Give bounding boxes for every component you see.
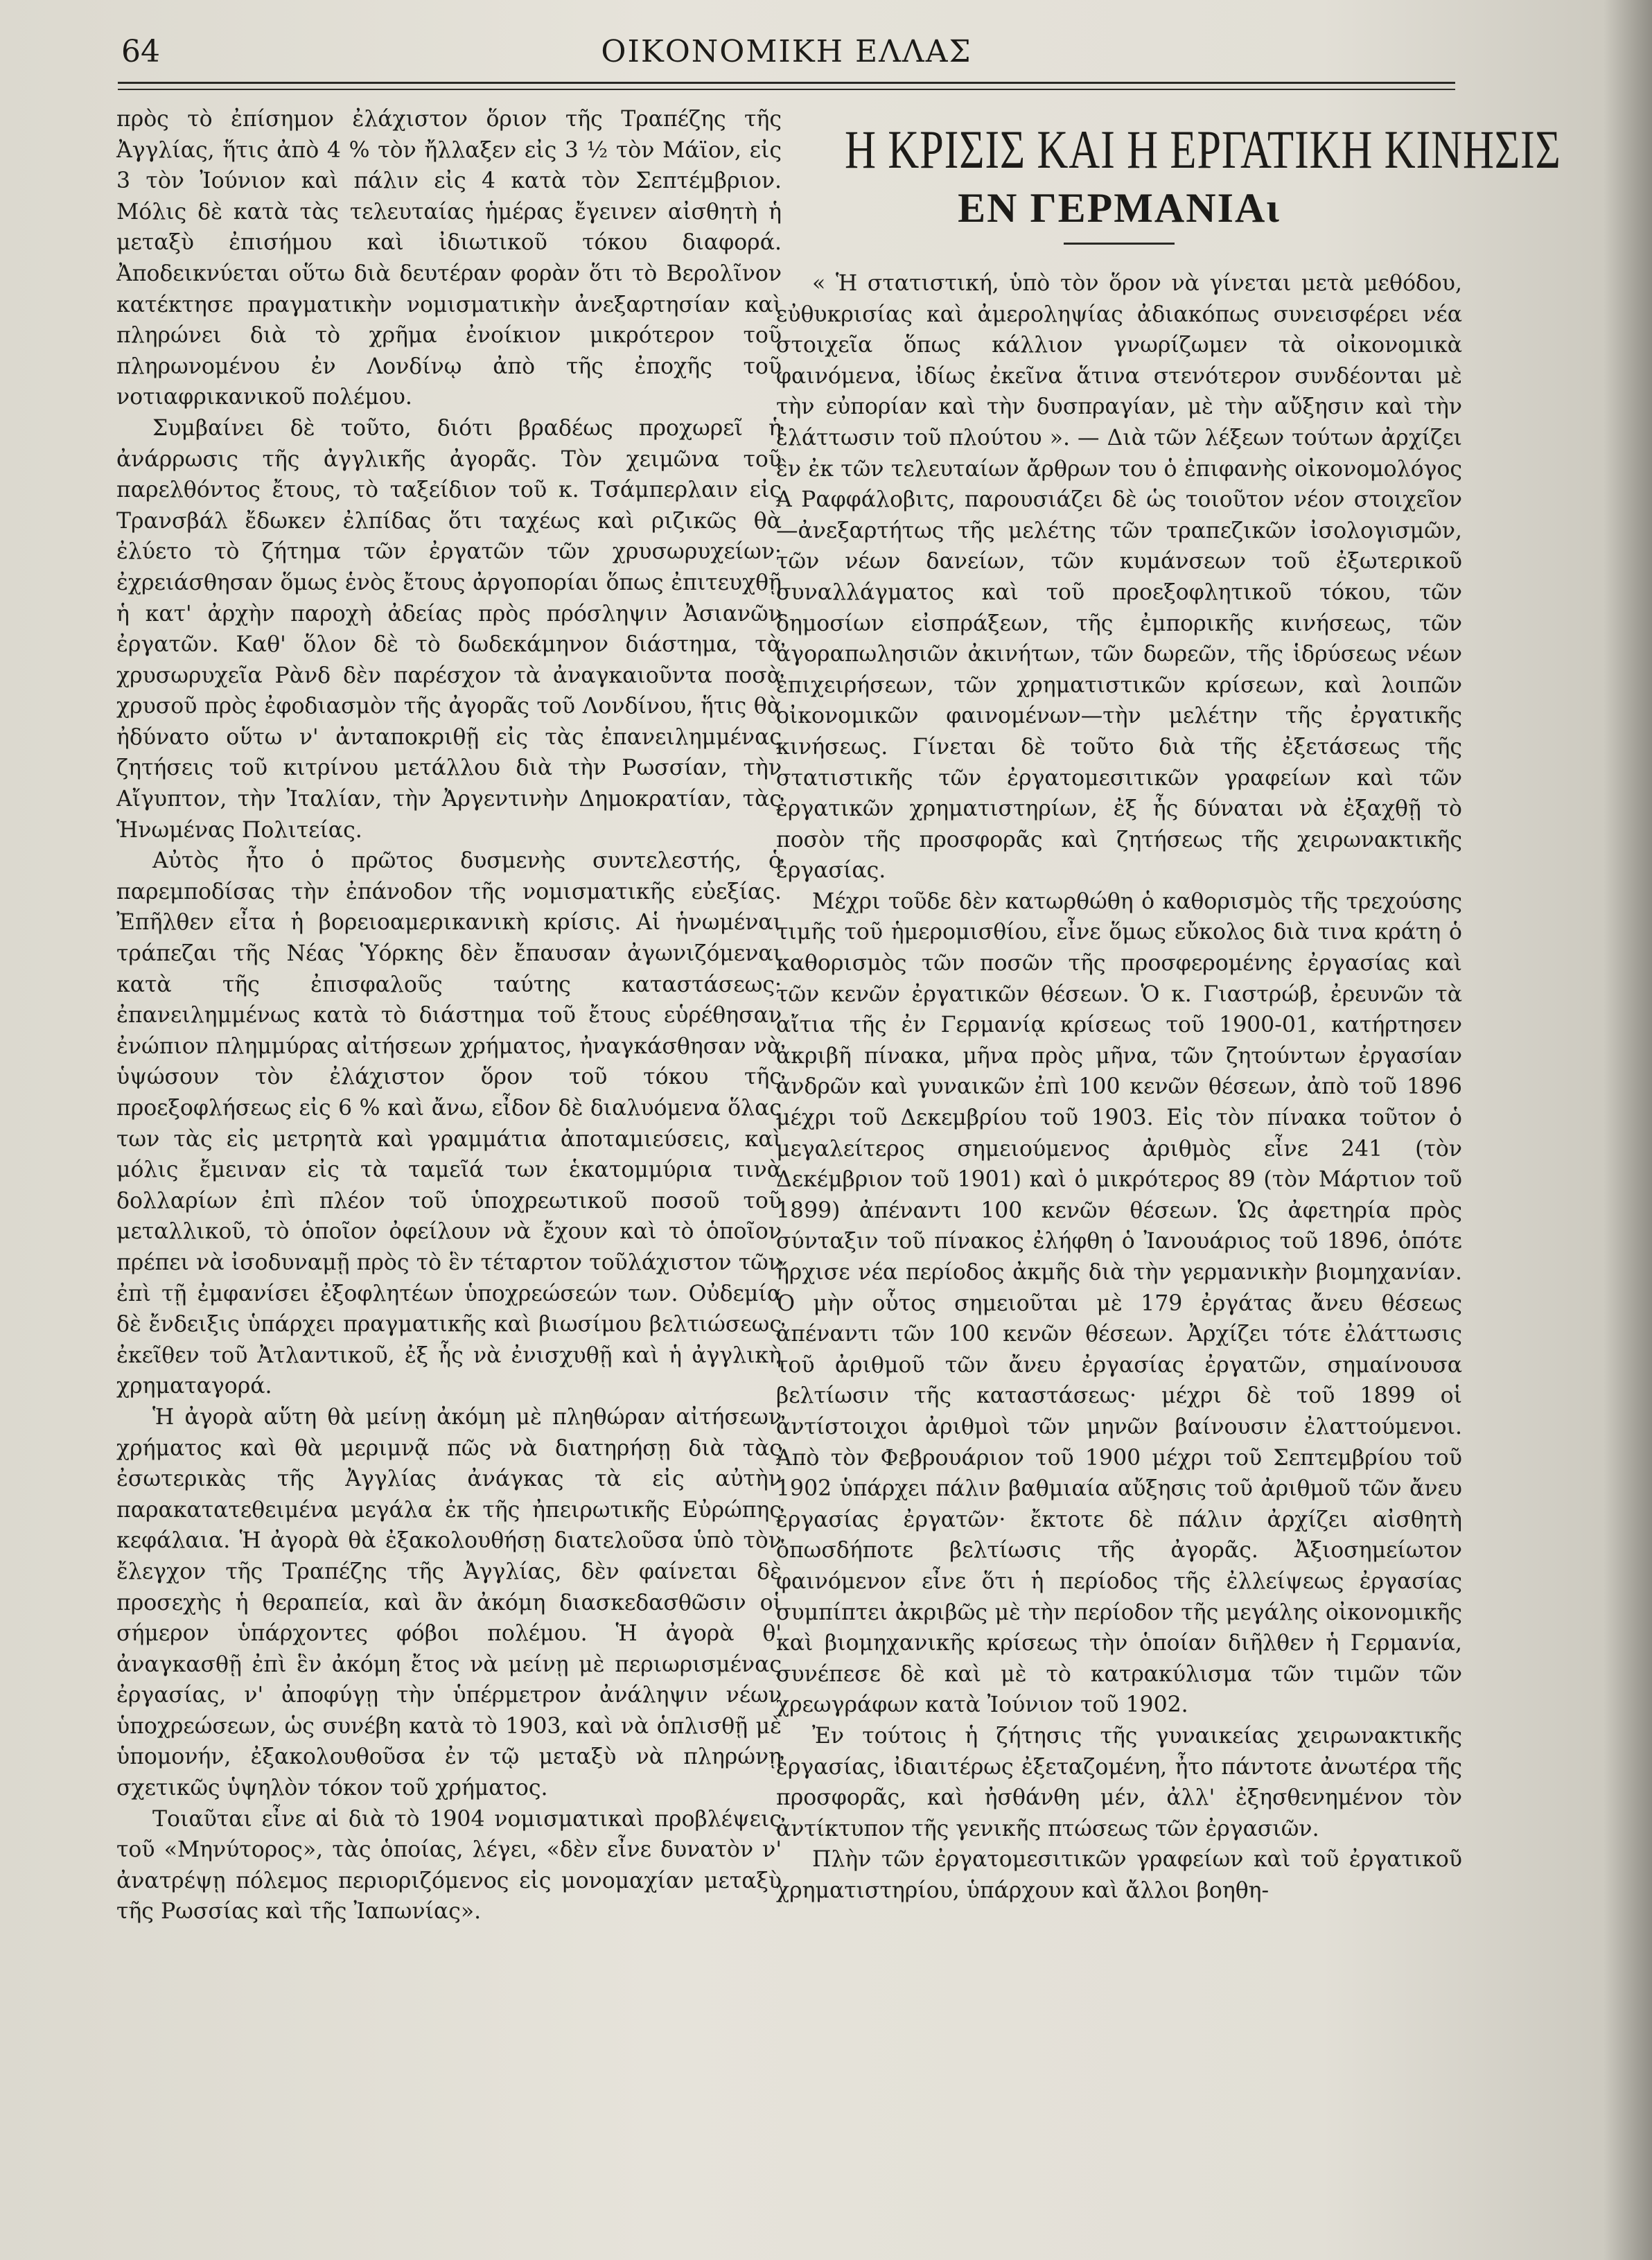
page-header — [118, 28, 1455, 76]
paragraph: Συμβαίνει δὲ τοῦτο, διότι βραδέως προχωρεῖ ἡ ἀνάρρωσις τῆς ἀγγλικῆς ἀγορᾶς. Τὸν χειμῶνα τοῦ παρελθόντος ἔτους, τὸ ταξείδιον τοῦ κ. Τσάμπερλαιν εἰς Τρανσβάλ ἔδωκεν ἐλπίδας ὅτι ταχέως καὶ ριζικῶς θὰ ἐλύετο τὸ ζήτημα τῶν ἐργατῶν τῶν χρυσωρυχείων· ἐχρειάσθησαν ὅμως ἑνὸς ἔτους ἀργοπορίαι ὅπως ἐπιτευχθῇ ἡ κατ' ἀρχὴν παροχὴ ἀδείας πρὸς πρόσληψιν Ἀσιανῶν ἐργατῶν. Καθ' ὅλον δὲ τὸ δωδεκάμηνον διάστημα, τὰ χρυσωρυχεῖα Ρὰνδ δὲν παρέσχον τὰ ἀναγκαιοῦντα ποσὰ χρυσοῦ πρὸς ἐφοδιασμὸν τῆς ἀγορᾶς τοῦ Λονδίνου, ἥτις θὰ ἠδύνατο οὕτω ν' ἀνταποκριθῇ εἰς τὰς ἐπανειλημμένας ζητήσεις τοῦ κιτρίνου μετάλλου διὰ τὴν Ρωσσίαν, τὴν Αἴγυπτον, τὴν Ἰταλίαν, τὴν Ἀργεντινὴν Δημοκρατίαν, τὰς Ἡνωμένας Πολιτείας. — [116, 415, 782, 843]
left-column — [116, 104, 782, 1927]
paragraph: Μέχρι τοῦδε δὲν κατωρθώθη ὁ καθορισμὸς τῆς τρεχούσης τιμῆς τοῦ ἡμερομισθίου, εἶνε ὅμως εὔκολος διὰ τινα κράτη ὁ καθορισμὸς τῶν ποσῶν τῆς προσφερομένης ἐργασίας καὶ τῶν κενῶν ἐργατικῶν θέσεων. Ὁ κ. Γιαστρώβ, ἐρευνῶν τὰ αἴτια τῆς ἐν Γερμανίᾳ κρίσεως τοῦ 1900-01, κατήρτησεν ἀκριβῆ πίνακα, μῆνα πρὸς μῆνα, τῶν ζητούντων ἐργασίαν ἀνδρῶν καὶ γυναικῶν ἐπὶ 100 κενῶν θέσεων, ἀπὸ τοῦ 1896 μέχρι τοῦ Δεκεμβρίου τοῦ 1903. Εἰς τὸν πίνακα τοῦτον ὁ μεγαλείτερος σημειούμενος ἀριθμὸς εἶνε 241 (τὸν Δεκέμβριον τοῦ 1901) καὶ ὁ μικρότερος 89 (τὸν Μάρτιον τοῦ 1899) ἀπέναντι 100 κενῶν θέσεων. Ὡς ἀφετηρία πρὸς σύνταξιν τοῦ πίνακος ἐλήφθη ὁ Ἰανουάριος τοῦ 1896, ὁπότε ἤρχισε νέα περίοδος ἀκμῆς διὰ τὴν γερμανικὴν βιομηχανίαν. Ὁ μὴν οὗτος σημειοῦται μὲ 179 ἐργάτας ἄνευ θέσεως ἀπέναντι τῶν 100 κενῶν θέσεων. Ἀρχίζει τότε ἐλάττωσις τοῦ ἀριθμοῦ τῶν ἄνευ ἐργασίας ἐργατῶν, σημαίνουσα βελτίωσιν τῆς καταστάσεως· μέχρι δὲ τοῦ 1899 οἱ ἀντίστοιχοι ἀριθμοὶ τῶν μηνῶν βαίνουσιν ἐλαττούμενοι. Ἀπὸ τὸν Φεβρουάριον τοῦ 1900 μέχρι τοῦ Σεπτεμβρίου τοῦ 1902 ὑπάρχει πάλιν βαθμιαία αὔξησις τοῦ ἀριθμοῦ τῶν ἄνευ ἐργασίας ἐργατῶν· ἔκτοτε δὲ πάλιν ἀρχίζει αἰσθητὴ ὁπωσδήποτε βελτίωσις τῆς ἀγορᾶς. Ἀξιοσημείωτον φαινόμενον εἶνε ὅτι ἡ περίοδος τῆς ἐλλείψεως ἐργασίας συμπίπτει ἀκριβῶς μὲ τὴν περίοδον τῆς μεγάλης οἰκονομικῆς καὶ βιομηχανικῆς κρίσεως τὴν ὁποίαν διῆλθεν ἡ Γερμανία, συνέπεσε δὲ καὶ μὲ τὸ κατρακύλισμα τῶν τιμῶν τῶν χρεωγράφων κατὰ Ἰούνιον τοῦ 1902. — [776, 888, 1462, 1718]
paragraph: Αὐτὸς ἦτο ὁ πρῶτος δυσμενὴς συντελεστής, ὁ παρεμποδίσας τὴν ἐπάνοδον τῆς νομισματικῆς εὐεξίας. Ἐπῆλθεν εἶτα ἡ βορειοαμερικανικὴ κρίσις. Αἱ ἡνωμέναι τράπεζαι τῆς Νέας Ὑόρκης δὲν ἔπαυσαν ἀγωνιζόμεναι κατὰ τῆς ἐπισφαλοῦς ταύτης καταστάσεως· ἐπανειλημμένως κατὰ τὸ διάστημα τοῦ ἔτους εὑρέθησαν ἐνώπιον πλημμύρας αἰτήσεων χρήματος, ἠναγκάσθησαν νὰ ὑψώσουν τὸν ἐλάχιστον ὅρον τοῦ τόκου τῆς προεξοφλήσεως εἰς 6 % καὶ ἄνω, εἶδον δὲ διαλυόμενα ὅλας των τὰς εἰς μετρητὰ καὶ γραμμάτια ἀποταμιεύσεις, καὶ μόλις ἔμειναν εἰς τὰ ταμεῖά των ἑκατομμύρια τινὰ δολλαρίων ἐπὶ πλέον τοῦ ὑποχρεωτικοῦ ποσοῦ τοῦ μεταλλικοῦ, τὸ ὁποῖον ὀφείλουν νὰ ἔχουν καὶ τὸ ὁποῖον πρέπει νὰ ἰσοδυναμῇ πρὸς τὸ ἓν τέταρτον τοῦλάχιστον τῶν ἐπὶ τῇ ἐμφανίσει ἐξοφλητέων ὑποχρεώσεών των. Οὐδεμία δὲ ἔνδειξις ὑπάρχει πραγματικῆς καὶ βιωσίμου βελτιώσεως ἐκεῖθεν τοῦ Ἀτλαντικοῦ, ἐξ ἧς νὰ ἐνισχυθῇ καὶ ἡ ἀγγλικὴ χρηματαγορά. — [116, 848, 782, 1399]
paragraph: Πλὴν τῶν ἐργατομεσιτικῶν γραφείων καὶ τοῦ ἐργατικοῦ χρηματιστηρίου, ὑπάρχουν καὶ ἄλλοι βοηθη- — [776, 1847, 1462, 1903]
page-edge-shadow — [1603, 0, 1652, 2260]
header-rule — [118, 82, 1455, 84]
paragraph: Τοιαῦται εἶνε αἱ διὰ τὸ 1904 νομισματικαὶ προβλέψεις τοῦ «Μηνύτορος», τὰς ὁποίας, λέγει, «δὲν εἶνε δυνατὸν ν' ἀνατρέψῃ πόλεμος περιοριζόμενος εἰς μονομαχίαν μεταξὺ τῆς Ρωσσίας καὶ τῆς Ἰαπωνίας». — [116, 1806, 782, 1925]
article-title: Η ΚΡΙΣΙΣ ΚΑΙ Η ΕΡΓΑΤΙΚΗ ΚΙΝΗΣΙΣ — [845, 119, 1561, 179]
title-divider — [1064, 243, 1175, 245]
header-rule-thin — [118, 89, 1455, 90]
paragraph: Ἡ ἀγορὰ αὕτη θὰ μείνῃ ἀκόμη μὲ πληθώραν αἰτήσεων χρήματος καὶ θὰ μεριμνᾷ πῶς νὰ διατηρήσῃ διὰ τὰς ἐσωτερικὰς τῆς Ἀγγλίας ἀνάγκας τὰ εἰς αὐτὴν παρακατατεθειμένα μεγάλα ἐκ τῆς ἠπειρωτικῆς Εὐρώπης κεφάλαια. Ἡ ἀγορὰ θὰ ἐξακολουθήσῃ διατελοῦσα ὑπὸ τὸν ἔλεγχον τῆς Τραπέζης τῆς Ἀγγλίας, δὲν φαίνεται δὲ προσεχὴς ἡ θεραπεία, καὶ ἂν ἀκόμη διασκεδασθῶσιν οἱ σήμερον ὑπάρχοντες φόβοι πολέμου. Ἡ ἀγορὰ θ' ἀναγκασθῇ ἐπὶ ἓν ἀκόμη ἔτος νὰ μείνῃ μὲ περιωρισμένας ἐργασίας, ν' ἀποφύγῃ τὴν ὑπέρμετρον ἀνάληψιν νέων ὑποχρεώσεων, ὡς συνέβη κατὰ τὸ 1903, καὶ νὰ ὁπλισθῇ μὲ ὑπομονήν, ἐξακολουθοῦσα ἐν τῷ μεταξὺ νὰ πληρώνῃ σχετικῶς ὑψηλὸν τόκον τοῦ χρήματος. — [116, 1404, 782, 1801]
right-column — [776, 118, 1561, 1906]
paragraph: πρὸς τὸ ἐπίσημον ἐλάχιστον ὅριον τῆς Τραπέζης τῆς Ἀγγλίας, ἥτις ἀπὸ 4 % τὸν ἤλλαξεν εἰς 3 ½ τὸν Μάϊον, εἰς 3 τὸν Ἰούνιον καὶ πάλιν εἰς 4 κατὰ τὸν Σεπτέμβριον. Μόλις δὲ κατὰ τὰς τελευταίας ἡμέρας ἔγεινεν αἰσθητὴ ἡ μεταξὺ ἐπισήμου καὶ ἰδιωτικοῦ τόκου διαφορά. Ἀποδεικνύεται οὕτω διὰ δευτέραν φορὰν ὅτι τὸ Βερολῖνον κατέκτησε πραγματικὴν νομισματικὴν ἀνεξαρτησίαν καὶ πληρώνει διὰ τὸ χρῆμα ἐνοίκιον μικρότερον τοῦ πληρωνομένου ἐν Λονδίνῳ ἀπὸ τῆς ἐποχῆς τοῦ νοτιαφρικανικοῦ πολέμου. — [116, 107, 782, 410]
paragraph: « Ἡ στατιστική, ὑπὸ τὸν ὅρον νὰ γίνεται μετὰ μεθόδου, εὐθυκρισίας καὶ ἀμεροληψίας ἀδιακόπως συνεισφέρει νέα στοιχεῖα ὅπως κάλλιον γνωρίζωμεν τὰ οἰκονομικὰ φαινόμενα, ἰδίως ἐκεῖνα ἅτινα στενότερον συνδέονται μὲ τὴν εὐπορίαν καὶ τὴν δυσπραγίαν, μὲ τὴν αὔξησιν καὶ τὴν ἐλάττωσιν τοῦ πλούτου ». — Διὰ τῶν λέξεων τούτων ἀρχίζει ἓν ἐκ τῶν τελευταίων ἄρθρων του ὁ ἐπιφανὴς οἰκονομολόγος Α Ραφφάλοβιτς, παρουσιάζει δὲ ὡς τοιοῦτον νέον στοιχεῖον—ἀνεξαρτήτως τῆς μελέτης τῶν τραπεζικῶν ἰσολογισμῶν, τῶν νέων δανείων, τῶν κυμάνσεων τοῦ ἐξωτερικοῦ συναλλάγματος καὶ τοῦ προεξοφλητικοῦ τόκου, τῶν δημοσίων εἰσπράξεων, τῆς ἐμπορικῆς κινήσεως, τῶν ἀγοραπωλησιῶν ἀκινήτων, τῶν δωρεῶν, τῆς ἱδρύσεως νέων ἐπιχειρήσεων, τῶν χρηματιστικῶν κρίσεων, καὶ λοιπῶν οἰκονομικῶν φαινομένων—τὴν μελέτην τῆς ἐργατικῆς κινήσεως. Γίνεται δὲ τοῦτο διὰ τῆς ἐξετάσεως τῆς στατιστικῆς τῶν ἐργατομεσιτικῶν γραφείων καὶ τῶν ἐργατικῶν χρηματιστηρίων, ἐξ ἧς δύναται νὰ ἐξαχθῇ τὸ ποσὸν τῆς προσφορᾶς καὶ ζητήσεως τῆς χειρωνακτικῆς ἐργασίας. — [776, 271, 1462, 884]
paragraph: Ἐν τούτοις ἡ ζήτησις τῆς γυναικείας χειρωνακτικῆς ἐργασίας, ἰδιαιτέρως ἐξεταζομένη, ἦτο πάντοτε ἀνωτέρα τῆς προσφορᾶς, καὶ ἠσθάνθη μέν, ἀλλ' ἐξησθενημένον τὸν ἀντίκτυπον τῆς γενικῆς πτώσεως τῶν ἐργασιῶν. — [776, 1723, 1462, 1841]
running-title: ΟΙΚΟΝΟΜΙΚΗ ΕΛΛΑΣ — [601, 34, 972, 69]
page-number: 64 — [121, 34, 160, 69]
article-subtitle: ΕΝ ΓΕΡΜΑΝΙΑι — [958, 185, 1281, 231]
